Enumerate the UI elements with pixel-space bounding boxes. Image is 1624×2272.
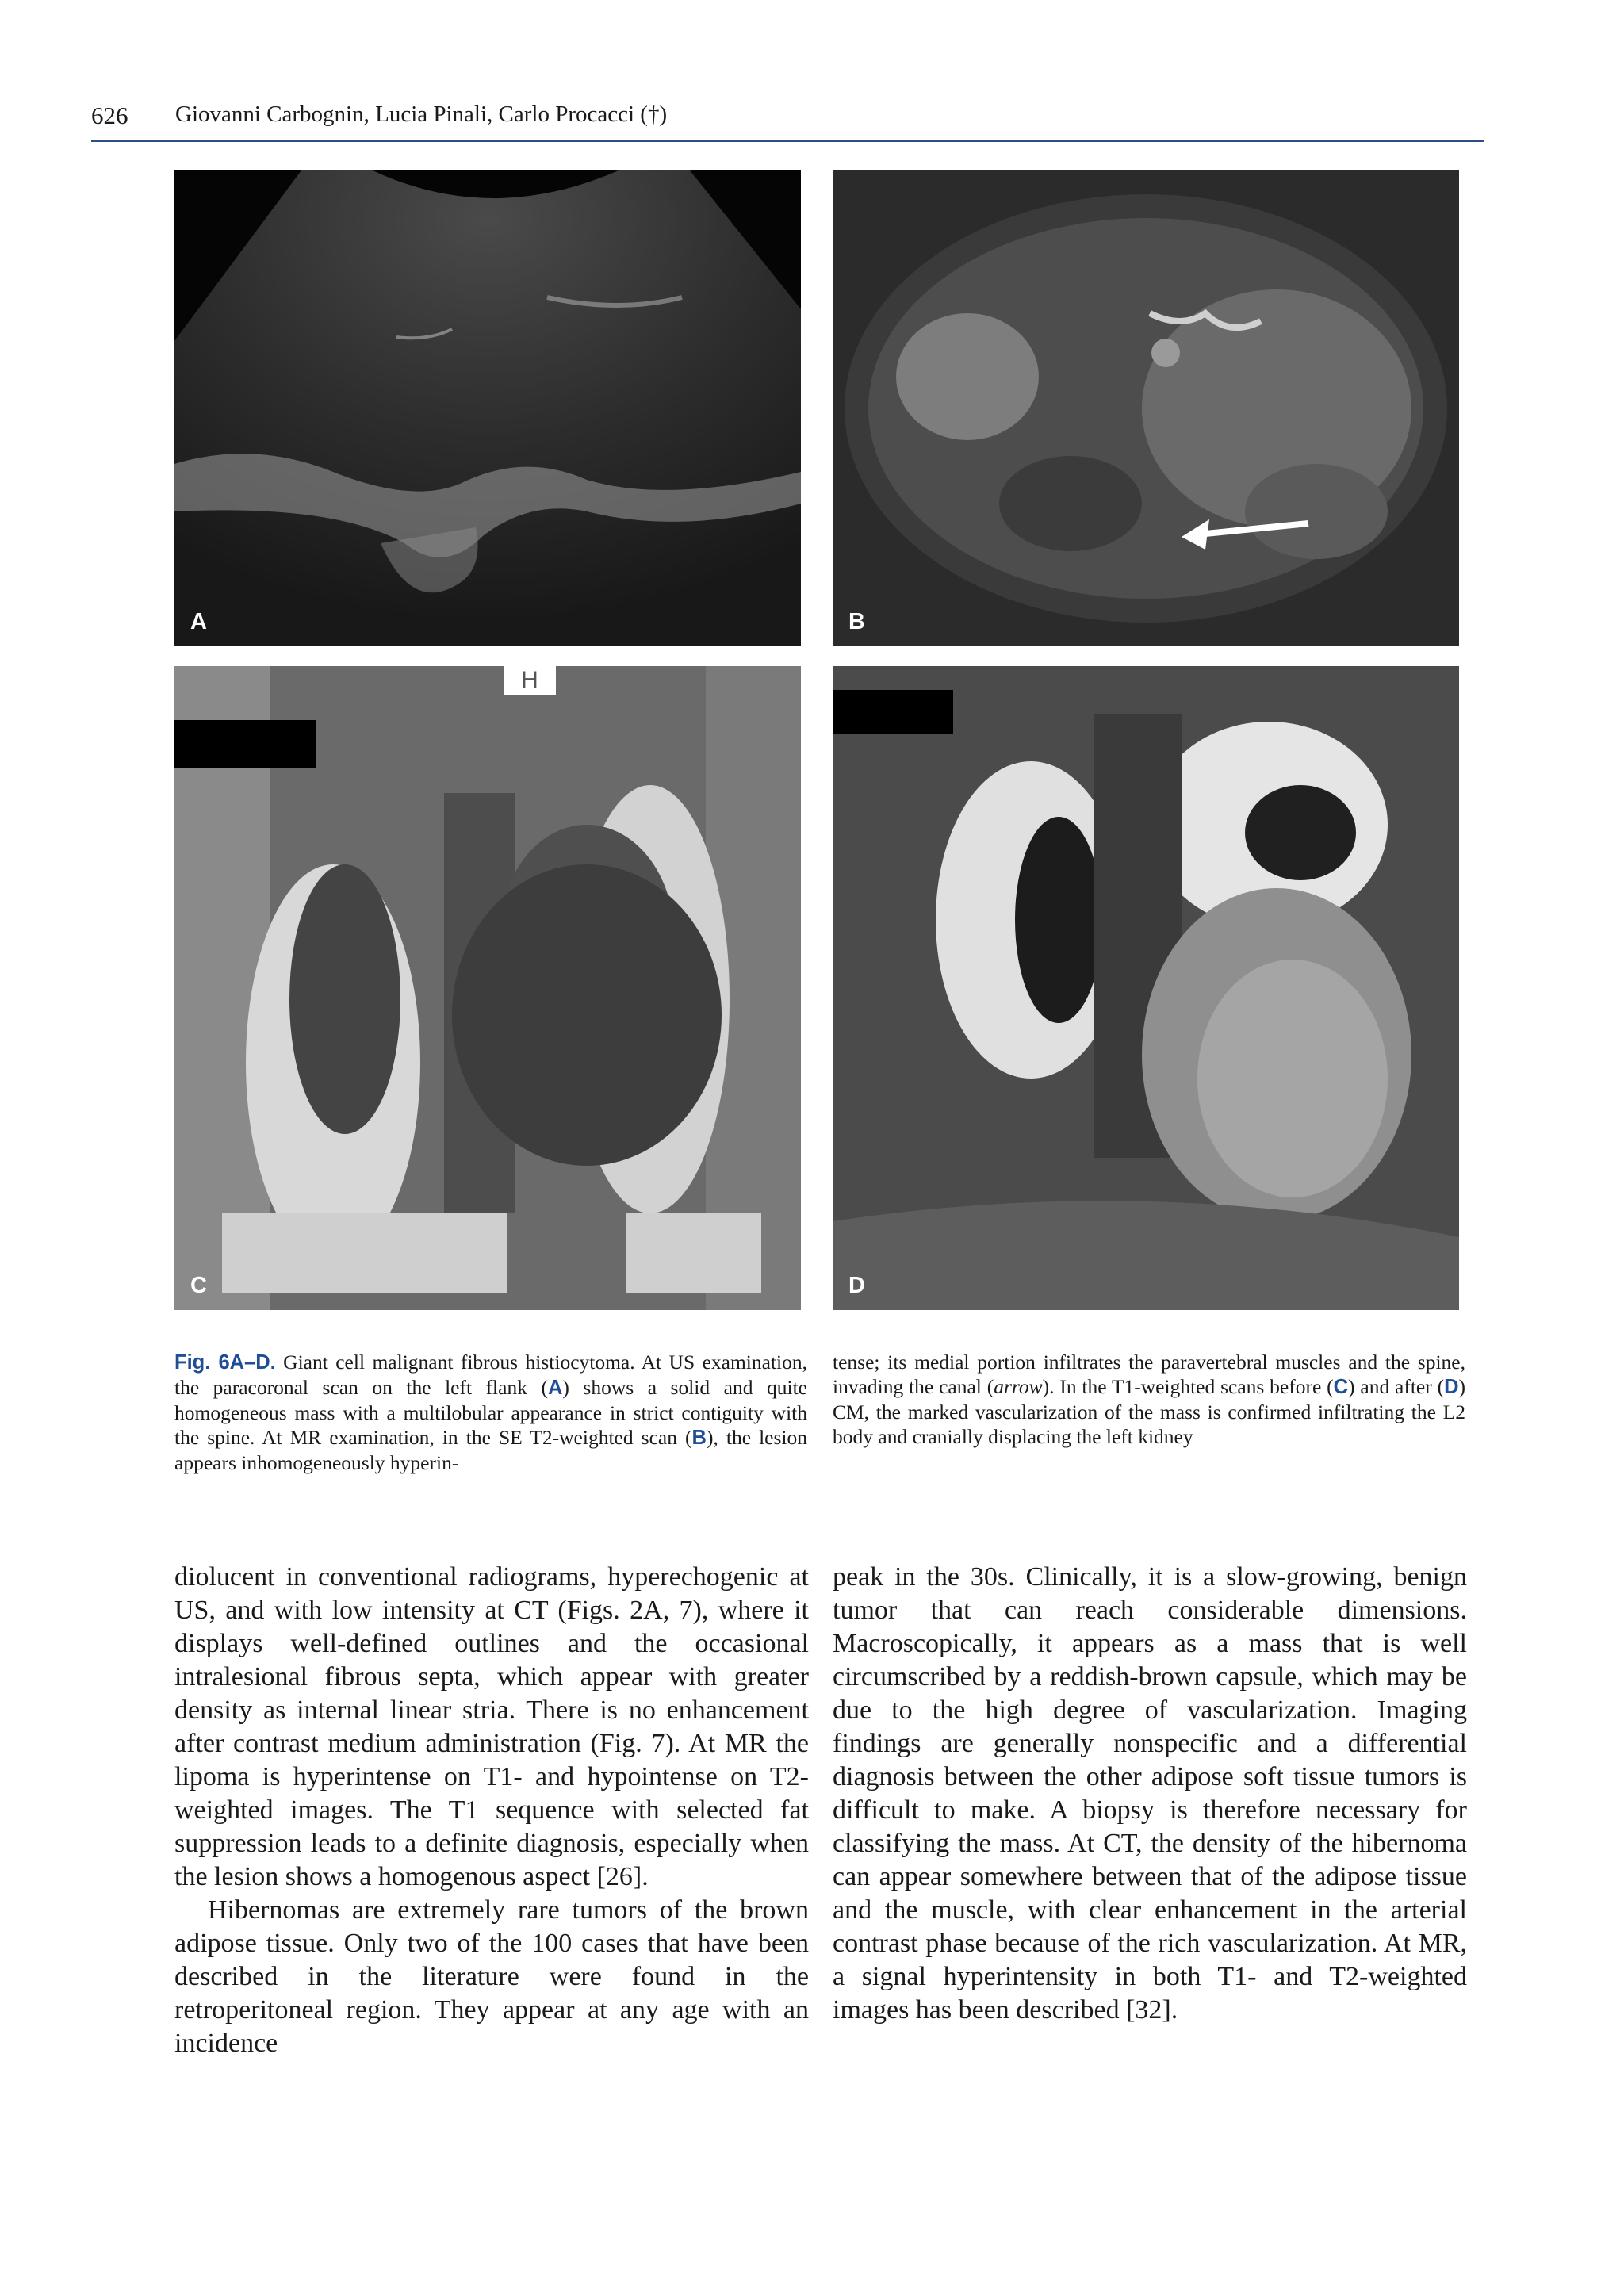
panel-label-a: A xyxy=(190,609,207,634)
caption-text: ) CM, the marked vascularization of the mass is confirmed infiltrating the L2 body and cranially displacing the left kidney xyxy=(833,1375,1466,1448)
figure-panel-c xyxy=(174,666,801,1310)
caption-italic: arrow xyxy=(994,1375,1043,1398)
body-column-left xyxy=(174,1561,809,2060)
panel-reference: B xyxy=(691,1427,707,1449)
panel-label-d: D xyxy=(848,1273,865,1298)
caption-text: ) and after ( xyxy=(1348,1375,1445,1398)
panel-reference: A xyxy=(547,1377,563,1399)
caption-text: ) shows a solid and quite homogeneous mass with a multilobular appearance in strict contiguity with the spine. At MR examination, in the SE T2-weighted scan ( xyxy=(174,1376,807,1449)
coronal-mr-image-postcontrast xyxy=(833,666,1459,1310)
caption-text: ), the lesion appears inhomogeneously hyperin- xyxy=(174,1426,807,1474)
panel-label-c: C xyxy=(190,1273,207,1298)
panel-reference: D xyxy=(1444,1376,1459,1398)
caption-text: tense; its medial portion infiltrates the paravertebral muscles and the spine, invading the canal ( xyxy=(833,1351,1465,1398)
running-head-authors: Giovanni Carbognin, Lucia Pinali, Carlo Procacci (†) xyxy=(175,102,668,127)
redaction-box xyxy=(833,690,953,734)
body-column-right xyxy=(833,1561,1467,2027)
figure-panel-a xyxy=(174,170,801,646)
caption-text: Giant cell malignant fibrous histiocytoma. At US examination, the paracoronal scan on the left flank ( xyxy=(174,1351,807,1399)
body-paragraph: diolucent in conventional radiograms, hyperechogenic at US, and with low intensity at CT (Figs. 2A, 7), where it displays well-defined outlines and the occasional intralesional fibrous septa, which appear with greater density as internal linear stria. There is no enhancement after contrast medium administration (Fig. 7). At MR the lipoma is hyperintense on T1- and hypointense on T2-weighted images. The T1 sequence with selected fat suppression leads to a definite diagnosis, especially when the lesion shows a homogenous aspect [26]. xyxy=(174,1562,809,1891)
redaction-box xyxy=(174,720,316,768)
caption-text: ). In the T1-weighted scans before ( xyxy=(1042,1375,1334,1398)
body-paragraph: peak in the 30s. Clinically, it is a slow-growing, benign tumor that can reach considerable dimensions. Macroscopically, it appears as a mass that is well circumscribed by a reddish-brown capsule, which may be due to the high degree of vascularization. Imaging findings are generally nonspecific and a differential diagnosis between the other adipose soft tissue tumors is difficult to make. A biopsy is therefore necessary for classifying the mass. At CT, the density of the hibernoma can appear somewhere between that of the adipose tissue and the muscle, with clear enhancement in the arterial contrast phase because of the rich vascularization. At MR, a signal hyperintensity in both T1- and T2-weighted images has been described [32]. xyxy=(833,1562,1467,2025)
panel-reference: C xyxy=(1333,1376,1349,1398)
figure-panel-d xyxy=(833,666,1459,1310)
running-header xyxy=(91,98,1484,142)
page-number: 626 xyxy=(91,102,128,129)
figure-caption-right xyxy=(833,1350,1465,1449)
figure-panel-b xyxy=(833,170,1459,646)
axial-mr-image xyxy=(833,170,1459,646)
figure-label: Fig. 6A–D. xyxy=(174,1351,276,1374)
figure-caption-left xyxy=(174,1350,807,1475)
panel-label-b: B xyxy=(848,609,865,634)
body-paragraph: Hibernomas are extremely rare tumors of the brown adipose tissue. Only two of the 100 cases that have been described in the literature were found in the retroperitoneal region. They appear at any age with an incidence xyxy=(174,1895,809,2058)
ultrasound-image xyxy=(174,170,801,646)
orientation-marker: H xyxy=(504,666,556,695)
